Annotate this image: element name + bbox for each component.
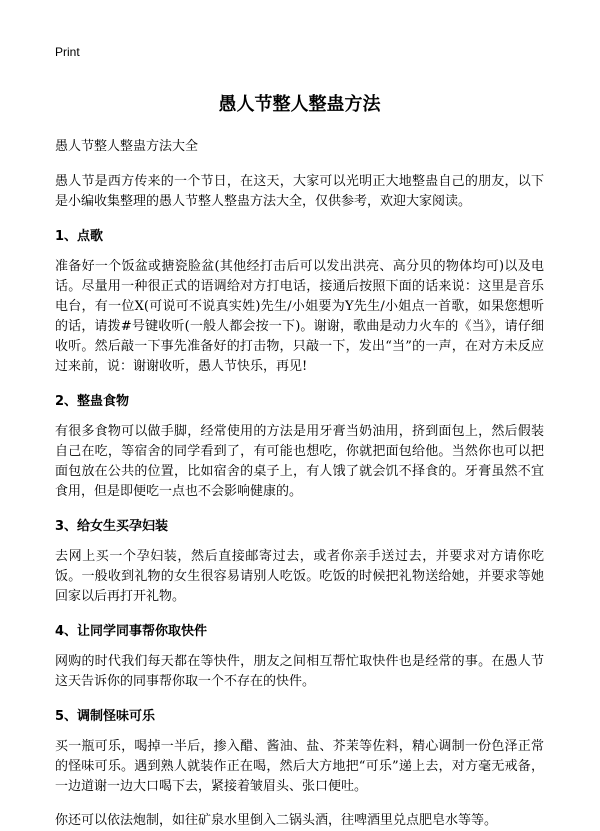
section-5 (55, 709, 544, 797)
print-link[interactable]: Print (55, 45, 80, 59)
section-heading: 4、让同学同事帮你取快件 (55, 624, 208, 639)
section-body: 准备好一个饭盆或搪瓷脸盆(其他经打击后可以发出洪亮、高分贝的物体均可)以及电话。尽量用一种很正式的语调给对方打电话，接通后按照下面的话来说：这里是音乐电台，有一位X(可说可不说真实姓)先生/小姐要为Y先生/小姐点一首歌，如果您想听的话，请拨#号键收听(一般人都会按一下)。谢谢，歌曲是动力火车的《当》，请仔细收听。然后敲一下事先准备好的打击物，只敲一下，发出“当”的一声，在对方未反应过来前，说：谢谢收听，愚人节快乐，再见! (55, 259, 544, 374)
section-3 (55, 519, 544, 607)
section-body: 有很多食物可以做手脚，经常使用的方法是用牙膏当奶油用，挤到面包上，然后假装自己在吃，等宿舍的同学看到了，有可能也想吃，你就把面包给他。当然你也可以把面包放在公共的位置，比如宿舍的桌子上，有人饿了就会饥不择食的。牙膏虽然不宜食用，但是即便吃一点也不会影响健康的。 (55, 424, 544, 499)
article-title: 愚人节整人整蛊方法 (218, 94, 381, 115)
section-4 (55, 624, 544, 692)
section-heading: 2、整蛊食物 (55, 394, 130, 409)
intro-paragraph: 愚人节是西方传来的一个节日，在这天，大家可以光明正大地整蛊自己的朋友，以下是小编收集整理的愚人节整人整蛊方法大全，仅供参考，欢迎大家阅读。 (55, 174, 544, 209)
closing-paragraph: 你还可以依法炮制，如往矿泉水里倒入二锅头酒，往啤酒里兑点肥皂水等等。 (55, 813, 498, 828)
section-heading: 3、给女生买孕妇装 (55, 519, 169, 534)
section-body: 买一瓶可乐，喝掉一半后，掺入醋、酱油、盐、芥茉等佐料，精心调制一份色泽正常的怪味可乐。遇到熟人就装作正在喝，然后大方地把“可乐”递上去，对方毫无戒备，一边道谢一边大口喝下去，紧接着皱眉头、张口便吐。 (55, 739, 544, 794)
section-heading: 5、调制怪味可乐 (55, 709, 156, 724)
section-body: 去网上买一个孕妇装，然后直接邮寄过去，或者你亲手送过去，并要求对方请你吃饭。一般收到礼物的女生很容易请别人吃饭。吃饭的时候把礼物送给她，并要求等她回家以后再打开礼物。 (55, 549, 544, 604)
section-body: 网购的时代我们每天都在等快件，朋友之间相互帮忙取快件也是经常的事。在愚人节这天告诉你的同事帮你取一个不存在的快件。 (55, 654, 544, 689)
section-2 (55, 394, 544, 502)
article-subtitle: 愚人节整人整蛊方法大全 (55, 139, 199, 154)
section-heading: 1、点歌 (55, 229, 104, 244)
section-1 (55, 229, 544, 377)
